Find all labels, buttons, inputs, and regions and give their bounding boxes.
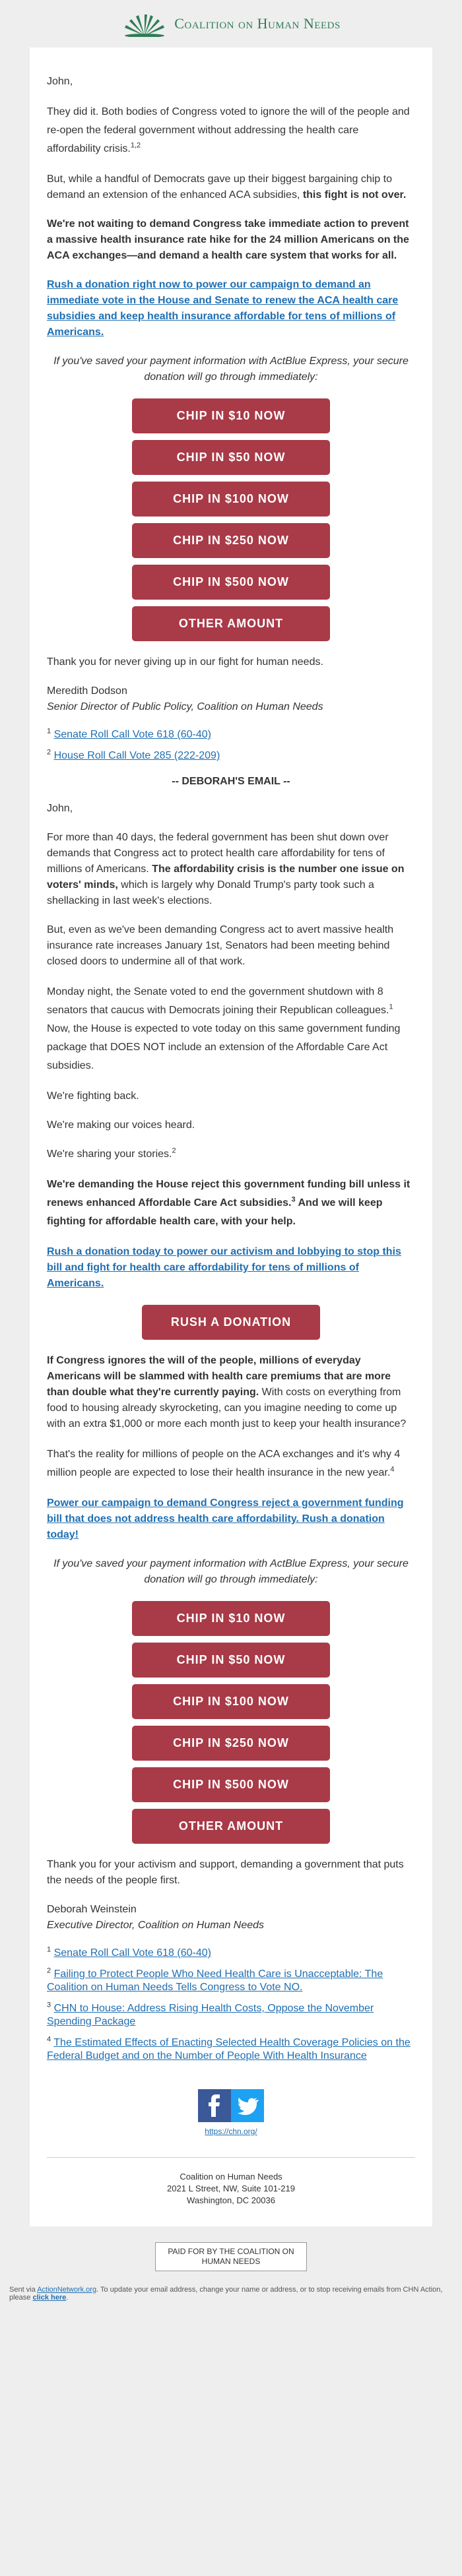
greeting: John, — [47, 76, 73, 87]
footnotes — [47, 1947, 415, 2063]
thanks-text: Thank you for never giving up in our fight for human needs. — [47, 656, 323, 668]
greeting: John, — [47, 803, 73, 814]
footnote: $^1$ Senate Roll Call Vote 618 (60-40) — [47, 1945, 211, 1959]
donation-link[interactable]: Rush a donation today to power our activism and lobbying to stop this bill and fight for health care affordability for tens of millions of Americans. — [47, 1246, 401, 1289]
chip-in-250-button[interactable]: CHIP IN $250 NOW — [132, 523, 330, 558]
facebook-icon[interactable] — [198, 2089, 231, 2122]
paragraph: But, even as we've been demanding Congress act to avert massive health insurance rate increases January 1st, Senators had been meeting behind closed doors to undermine all of that work. — [47, 924, 394, 967]
twitter-icon[interactable] — [231, 2089, 264, 2122]
mailing-address: Coalition on Human Needs 2021 L Street, NW, Suite 101-219 Washington, DC 20036 — [167, 2172, 295, 2205]
paid-for-box: PAID FOR BY THE COALITION ON HUMAN NEEDS — [155, 2242, 307, 2271]
paragraph: Monday night, the Senate voted to end the government shutdown with 8 senators that caucus with Democrats joining their Republican colleagues.$^1$ Now, the House is expected to vote today on this same government funding package that DOES NOT include an extension of the Affordable Care Act subsidies. — [47, 986, 401, 1071]
sunburst-logo-icon — [121, 11, 168, 37]
footnote-link[interactable]: The Estimated Effects of Enacting Selected Health Coverage Policies on the Federal Budget and on the Number of People With Health Insurance — [47, 2037, 411, 2061]
website-link[interactable]: https://chn.org/ — [205, 2127, 257, 2136]
footnote: $^2$ Failing to Protect People Who Need Health Care is Unacceptable: The Coalition on Human Needs Tells Congress to Vote NO. — [47, 1966, 383, 1993]
paragraph: But, while a handful of Democrats gave up their biggest bargaining chip to demand an extension of the enhanced ACA subsidies, this fight is not over. — [47, 173, 407, 201]
email-body — [30, 47, 432, 2226]
footnote: $^1$ Senate Roll Call Vote 618 (60-40) — [47, 727, 211, 740]
other-amount-button[interactable]: OTHER AMOUNT — [132, 606, 330, 641]
unsubscribe-footer: Sent via ActionNetwork.org. To update your email address, change your name or address, or to stop receiving emails from CHN Action, please click here. — [9, 2286, 443, 2302]
donation-link[interactable]: Rush a donation right now to power our campaign to demand an immediate vote in the House and Senate to renew the ACA health care subsidies and keep health insurance affordable for tens of millions of Americans. — [47, 279, 399, 338]
paragraph: If Congress ignores the will of the people, millions of everyday Americans will be slammed with health care premiums that are more than double what they're currently paying. With costs on everything from food to housing already skyrocketing, can you imagine needing to come up with an extra $1,000 or more each month just to keep your health insurance? — [47, 1355, 407, 1429]
rush-donation-button[interactable]: RUSH A DONATION — [142, 1305, 320, 1340]
paragraph: For more than 40 days, the federal government has been shut down over demands that Congress act to protect health care affordability for tens of millions of Americans. The affordability crisis is the number one issue on voters' minds, which is largely why Donald Trump's party took such a shellacking in last week's elections. — [47, 832, 405, 906]
footnote-link[interactable]: CHN to House: Address Rising Health Costs, Oppose the November Spending Package — [47, 2003, 374, 2027]
footnote: $^2$ House Roll Call Vote 285 (222-209) — [47, 748, 220, 761]
footnote: $^4$ The Estimated Effects of Enacting Selected Health Coverage Policies on the Federal Budget and on the Number of People With Health Insurance — [47, 2035, 411, 2061]
donation-buttons — [47, 1601, 415, 1844]
footnote-link[interactable]: House Roll Call Vote 285 (222-209) — [53, 750, 220, 761]
signature — [47, 1902, 415, 1933]
email-header — [0, 0, 462, 47]
footnote-link[interactable]: Failing to Protect People Who Need Health Care is Unacceptable: The Coalition on Human Needs Tells Congress to Vote NO. — [47, 1968, 383, 1993]
actblue-note: If you've saved your payment information with ActBlue Express, your secure donation will go through immediately: — [53, 1558, 409, 1585]
org-name: Coalition on Human Needs — [174, 15, 341, 32]
actionnetwork-link[interactable]: ActionNetwork.org — [37, 2286, 97, 2294]
chip-in-250-button[interactable]: CHIP IN $250 NOW — [132, 1726, 330, 1761]
paragraph: That's the reality for millions of people on the ACA exchanges and it's why 4 million people are expected to lose their health insurance in the new year.$^4$ — [47, 1449, 401, 1478]
footnote-link[interactable]: Senate Roll Call Vote 618 (60-40) — [53, 1947, 211, 1959]
paragraph: We're fighting back. — [47, 1090, 139, 1102]
chip-in-10-button[interactable]: CHIP IN $10 NOW — [132, 398, 330, 433]
donation-link[interactable]: Power our campaign to demand Congress reject a government funding bill that does not address health care affordability. Rush a donation today! — [47, 1497, 404, 1540]
signer-name: Meredith Dodson — [47, 685, 127, 697]
divider — [47, 2157, 415, 2158]
paragraph: We're sharing your stories.$^2$ — [47, 1147, 176, 1160]
actblue-note: If you've saved your payment information with ActBlue Express, your secure donation will go through immediately: — [53, 356, 409, 383]
paragraph: We're demanding the House reject this government funding bill unless it renews enhanced Affordable Care Act subsidies.$^3$ And we will keep fighting for affordable health care, with your help. — [47, 1179, 411, 1227]
thanks-text: Thank you for your activism and support, demanding a government that puts the needs of the people first. — [47, 1859, 404, 1886]
section-title: -- DEBORAH'S EMAIL -- — [172, 776, 290, 787]
paragraph: We're not waiting to demand Congress take immediate action to prevent a massive health insurance rate hike for the 24 million Americans on the ACA exchanges—and demand a health care system that works for all. — [47, 218, 409, 261]
other-amount-button[interactable]: OTHER AMOUNT — [132, 1809, 330, 1844]
paragraph: We're making our voices heard. — [47, 1119, 195, 1131]
signer-title: Executive Director, Coalition on Human Needs — [47, 1920, 265, 1931]
signature — [47, 683, 415, 715]
footnotes — [47, 728, 415, 763]
donation-buttons — [47, 398, 415, 641]
chip-in-50-button[interactable]: CHIP IN $50 NOW — [132, 1643, 330, 1678]
chip-in-10-button[interactable]: CHIP IN $10 NOW — [132, 1601, 330, 1636]
signer-title: Senior Director of Public Policy, Coalition on Human Needs — [47, 701, 323, 712]
signer-name: Deborah Weinstein — [47, 1904, 137, 1915]
chip-in-50-button[interactable]: CHIP IN $50 NOW — [132, 440, 330, 475]
chip-in-500-button[interactable]: CHIP IN $500 NOW — [132, 1767, 330, 1802]
chip-in-100-button[interactable]: CHIP IN $100 NOW — [132, 1684, 330, 1719]
unsubscribe-link[interactable]: click here — [32, 2294, 67, 2302]
chip-in-500-button[interactable]: CHIP IN $500 NOW — [132, 565, 330, 600]
footnote: $^3$ CHN to House: Address Rising Health Costs, Oppose the November Spending Package — [47, 2001, 374, 2027]
footnote-link[interactable]: Senate Roll Call Vote 618 (60-40) — [53, 729, 211, 740]
social-links — [47, 2089, 415, 2137]
chip-in-100-button[interactable]: CHIP IN $100 NOW — [132, 482, 330, 517]
paragraph: They did it. Both bodies of Congress voted to ignore the will of the people and re-open the federal government without addressing the health care affordability crisis.$^{1,2}$ — [47, 106, 410, 154]
